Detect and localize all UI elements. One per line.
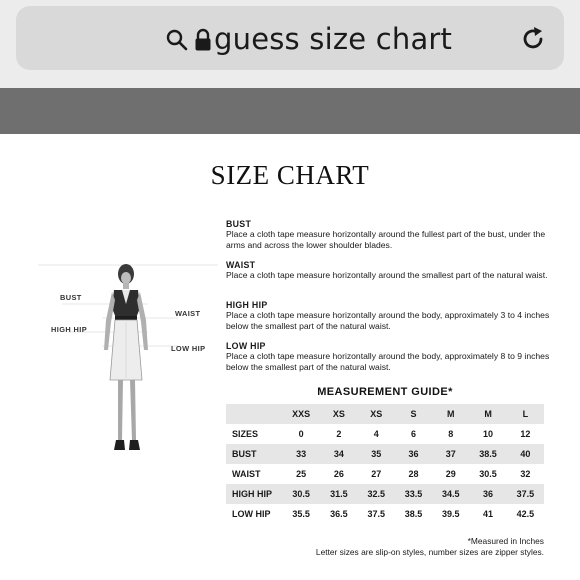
table-cell: 38.5 [404,509,423,519]
table-cell: 28 [408,469,419,479]
table-cell: 36.5 [330,509,348,519]
table-header-cell: XXS [292,409,311,419]
figure-label-bust: BUST [60,293,82,302]
row-label: WAIST [232,469,261,479]
table-cell: 32 [520,469,531,479]
table-row [226,444,544,464]
table-cell: 40 [520,449,531,459]
table-cell: 31.5 [330,489,348,499]
table-cell: 29 [445,469,456,479]
footnote-styles: Letter sizes are slip-on styles, number sizes are zipper styles. [315,546,544,557]
page-header-bar [0,88,580,134]
lock-icon [194,28,212,57]
table-cell: 33.5 [404,489,423,499]
footnote-measured: *Measured in Inches [467,536,544,546]
table-cell: 26 [333,469,344,479]
table-header-cell: M [484,409,492,419]
table-cell: 39.5 [442,509,460,519]
table-cell: 37.5 [367,509,385,519]
table-row [226,424,544,444]
figure-label-high-hip: HIGH HIP [51,325,88,334]
figure-label-low-hip: LOW HIP [171,344,206,353]
row-label: SIZES [232,429,259,439]
row-label: HIGH HIP [232,489,273,499]
browser-toolbar [0,0,580,88]
measurement-guide-table [226,404,544,524]
reload-icon[interactable] [520,26,546,57]
table-cell: 2 [336,429,342,439]
table-cell: 4 [373,429,379,439]
measurement-guide-title: MEASUREMENT GUIDE* [317,386,453,398]
table-header-cell: XS [370,409,383,419]
address-bar-icons [166,28,212,57]
section-heading: LOW HIP [226,341,266,351]
table-cell: 27 [371,469,382,479]
table-header-cell: S [410,409,417,419]
section-heading: HIGH HIP [226,300,268,310]
table-cell: 34.5 [442,489,460,499]
table-cell: 37 [445,449,456,459]
page-title: SIZE CHART [210,160,370,190]
table-cell: 37.5 [516,489,535,499]
table-cell: 35.5 [292,509,310,519]
search-icon [166,29,188,56]
table-cell: 6 [410,429,416,439]
section-low-hip [226,341,550,372]
table-header-cell: XS [332,409,345,419]
section-text: Place a cloth tape measure horizontally around the body, approximately 8 to 9 inches below the smallest part of the natural waist. [226,351,550,372]
table-cell: 0 [298,429,304,439]
figure-label-waist: WAIST [175,309,201,318]
table-header-cell: M [447,409,455,419]
table-header-row [226,404,544,424]
table-cell: 8 [448,429,454,439]
table-cell: 36 [408,449,419,459]
table-cell: 33 [296,449,307,459]
section-high-hip [226,300,550,331]
table-header-cell: L [522,409,529,419]
section-heading: BUST [226,219,252,229]
table-cell: 32.5 [367,489,385,499]
table-cell: 10 [483,429,494,439]
section-waist [226,260,550,281]
table-cell: 12 [520,429,531,439]
table-row [226,484,544,504]
section-heading: WAIST [226,260,256,270]
table-cell: 38.5 [479,449,497,459]
footnotes [226,536,544,557]
section-text: Place a cloth tape measure horizontally around the smallest part of the natural waist. [226,270,548,281]
table-cell: 30.5 [479,469,497,479]
row-label: BUST [232,449,257,459]
row-label: LOW HIP [232,509,271,519]
table-row [226,464,544,484]
address-bar[interactable] [16,6,564,70]
table-cell: 35 [371,449,382,459]
table-header-cell [226,404,282,424]
table-cell: 36 [483,489,494,499]
section-bust [226,219,550,250]
table-cell: 41 [483,509,494,519]
section-text: Place a cloth tape measure horizontally around the body, approximately 3 to 4 inches below the smallest part of the natural waist. [226,310,550,331]
table-cell: 42.5 [516,509,535,519]
table-row [226,504,544,524]
model-figure [38,260,218,490]
table-cell: 30.5 [292,489,310,499]
table-cell: 34 [333,449,344,459]
section-text: Place a cloth tape measure horizontally around the fullest part of the bust, under the arms and across the lower shoulder blades. [226,229,546,250]
url-text[interactable]: guess size chart [214,22,453,56]
table-cell: 25 [296,469,307,479]
